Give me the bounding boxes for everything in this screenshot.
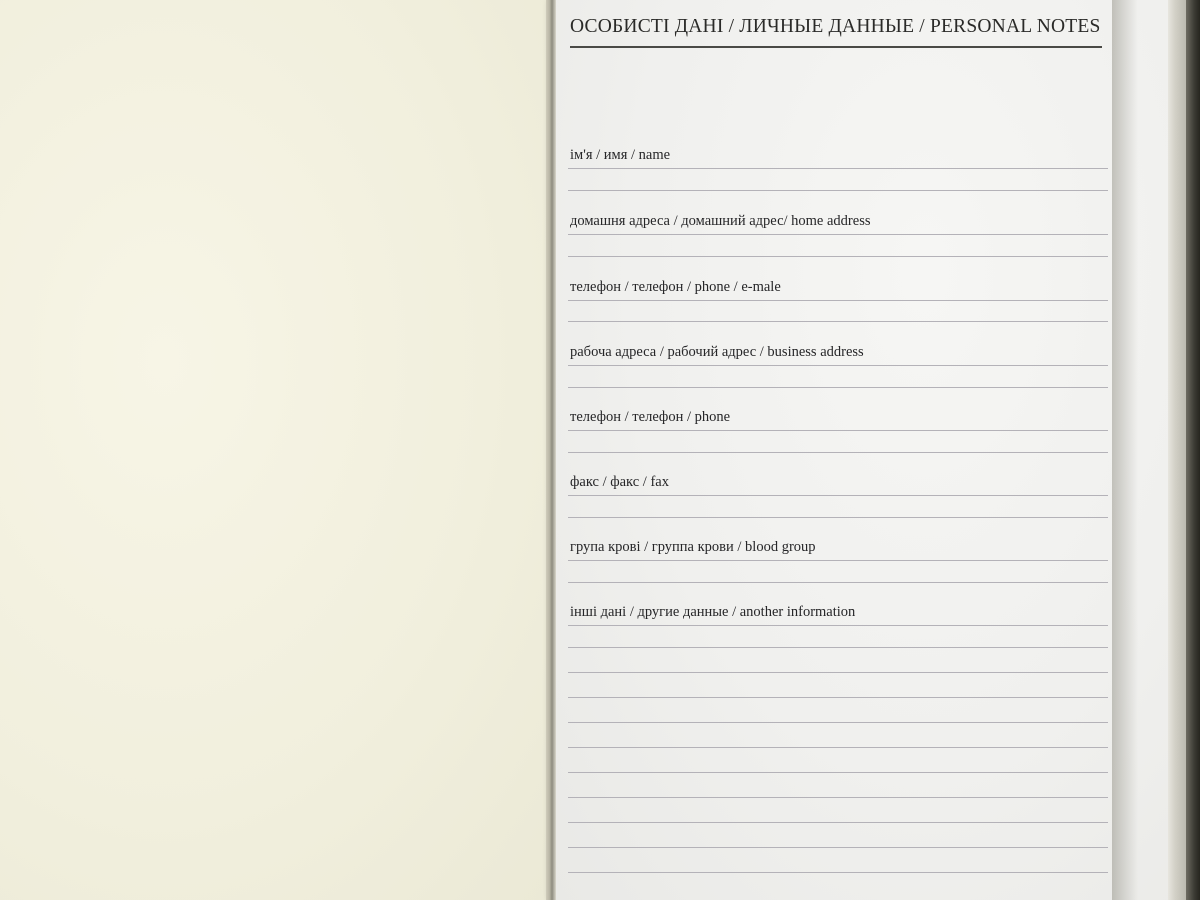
field-write-line[interactable]: [568, 430, 1108, 431]
field-label: ім'я / имя / name: [570, 147, 671, 163]
ruled-line: [568, 321, 1108, 322]
field-write-line[interactable]: [568, 234, 1108, 235]
personal-notes-page: [556, 0, 1170, 900]
field-write-line[interactable]: [568, 168, 1108, 169]
ruled-line: [568, 697, 1108, 698]
page-title: ОСОБИСТІ ДАНІ / ЛИЧНЫЕ ДАННЫЕ / PERSONAL NOTES: [570, 16, 1101, 37]
field-label: телефон / телефон / phone / e-male: [570, 279, 781, 295]
ruled-line: [568, 256, 1108, 257]
field-write-line[interactable]: [568, 625, 1108, 626]
field-label: телефон / телефон / phone: [570, 409, 731, 425]
field-write-line[interactable]: [568, 365, 1108, 366]
field-label: група крові / группа крови / blood group: [570, 539, 816, 555]
ruled-line: [568, 797, 1108, 798]
ruled-line: [568, 847, 1108, 848]
notebook-spine: [546, 0, 556, 900]
ruled-line: [568, 822, 1108, 823]
ruled-line: [568, 582, 1108, 583]
ruled-line: [568, 190, 1108, 191]
ruled-line: [568, 872, 1108, 873]
ruled-line: [568, 647, 1108, 648]
field-write-line[interactable]: [568, 300, 1108, 301]
ruled-line: [568, 517, 1108, 518]
ruled-line: [568, 722, 1108, 723]
form-fields-layer: [556, 0, 1170, 900]
field-label: інші дані / другие данные / another information: [570, 604, 856, 620]
ruled-line: [568, 452, 1108, 453]
field-label: факс / факс / fax: [570, 474, 669, 490]
field-write-line[interactable]: [568, 495, 1108, 496]
ruled-line: [568, 387, 1108, 388]
ruled-line: [568, 772, 1108, 773]
field-label: домашня адреса / домашний адрес/ home address: [570, 213, 871, 229]
left-blank-page: [0, 0, 548, 900]
page-edge: [1168, 0, 1186, 900]
field-label: рабоча адреса / рабочий адрес / business address: [570, 344, 864, 360]
ruled-line: [568, 747, 1108, 748]
ruled-line: [568, 672, 1108, 673]
field-write-line[interactable]: [568, 560, 1108, 561]
background-edge: [1186, 0, 1200, 900]
